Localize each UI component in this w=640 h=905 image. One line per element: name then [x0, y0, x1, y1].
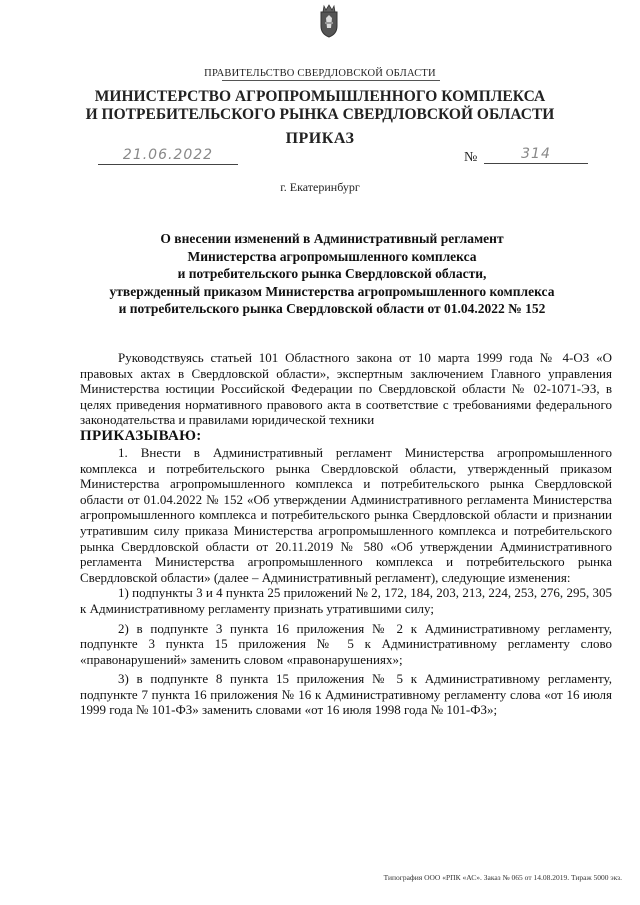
subject-line-4: утвержденный приказом Министерства агропромышленного комплекса [109, 283, 555, 299]
header-divider [222, 80, 440, 81]
subitem-3-paragraph: 3) в подпункте 8 пункта 15 приложения № 5 к Административному регламенту, подпункте 7 пункта 16 приложения № 16 к Административному регламенту слова «от 16 июля 1999 года № 101-ФЗ» заменить словами «от 16 июля 1998 года № 101-ФЗ»; [80, 671, 612, 718]
order-date-field: 21.06.2022 [98, 147, 238, 165]
ministry-name-line-1: МИНИСТЕРСТВО АГРОПРОМЫШЛЕННОГО КОМПЛЕКСА [94, 88, 546, 105]
subitem-1-paragraph: 1) подпункты 3 и 4 пункта 25 приложений № 2, 172, 184, 203, 213, 224, 253, 276, 295, 305 к Административному регламенту признать утратившими силу; [80, 585, 612, 616]
printer-imprint: Типография ООО «РПК «АС». Заказ № 065 от 14.08.2019. Тираж 5000 экз. [383, 873, 622, 882]
order-number-sign: № [464, 150, 478, 165]
subject-line-5: и потребительского рынка Свердловской области от 01.04.2022 № 152 [118, 301, 546, 316]
preamble-paragraph: Руководствуясь статьей 101 Областного закона от 10 марта 1999 года № 4-ОЗ «О правовых актах в Свердловской области», экспертным заключением Главного управления Министерства юстиции Российской Федерации по Свердловской области № 02-1071-ЭЗ, в целях приведения нормативного правового акта в соответствие с требованиями федерального законодательства и правилами юридической техники [80, 350, 612, 428]
subject-line-1: О внесении изменений в Административный регламент [160, 231, 504, 246]
order-body [80, 350, 612, 718]
subitem-2-paragraph: 2) в подпункте 3 пункта 16 приложения № 2 к Административному регламенту, подпункте 3 пункта 15 приложения № 5 к Административному регламенту слово «правонарушений» заменить словом «правонарушениях»; [80, 620, 612, 667]
coat-of-arms-icon [316, 4, 342, 38]
subject-line-2: Министерства агропромышленного комплекса [187, 248, 477, 264]
ministry-name-line-2: И ПОТРЕБИТЕЛЬСКОГО РЫНКА СВЕРДЛОВСКОЙ ОБЛАСТИ [85, 106, 555, 123]
item-1-paragraph: 1. Внести в Административный регламент Министерства агропромышленного комплекса и потребительского рынка Свердловской области, утвержденный приказом Министерства агропромышленного комплекса и потребительского рынка Свердловской области от 01.04.2022 № 152 «Об утверждении Административного регламента Министерства агропромышленного комплекса и потребительского рынка Свердловской области и признании утратившим силу приказа Министерства агропромышленного комплекса и потребительского рынка Свердловской области от 20.11.2019 № 580 «Об утверждении Административного регламента Министерства агропромышленного комплекса и потребительского рынка Свердловской области» (далее – Административный регламент), следующие изменения: [80, 444, 612, 585]
city: г. Екатеринбург [280, 180, 360, 194]
ministry-name [0, 88, 640, 124]
document-type: ПРИКАЗ [285, 130, 355, 147]
subject-line-3: и потребительского рынка Свердловской области, [177, 266, 487, 281]
government-name: ПРАВИТЕЛЬСТВО СВЕРДЛОВСКОЙ ОБЛАСТИ [204, 68, 436, 79]
order-subject [80, 230, 584, 318]
order-number-field: 314 [484, 146, 588, 164]
orders-heading: ПРИКАЗЫВАЮ: [80, 427, 202, 444]
